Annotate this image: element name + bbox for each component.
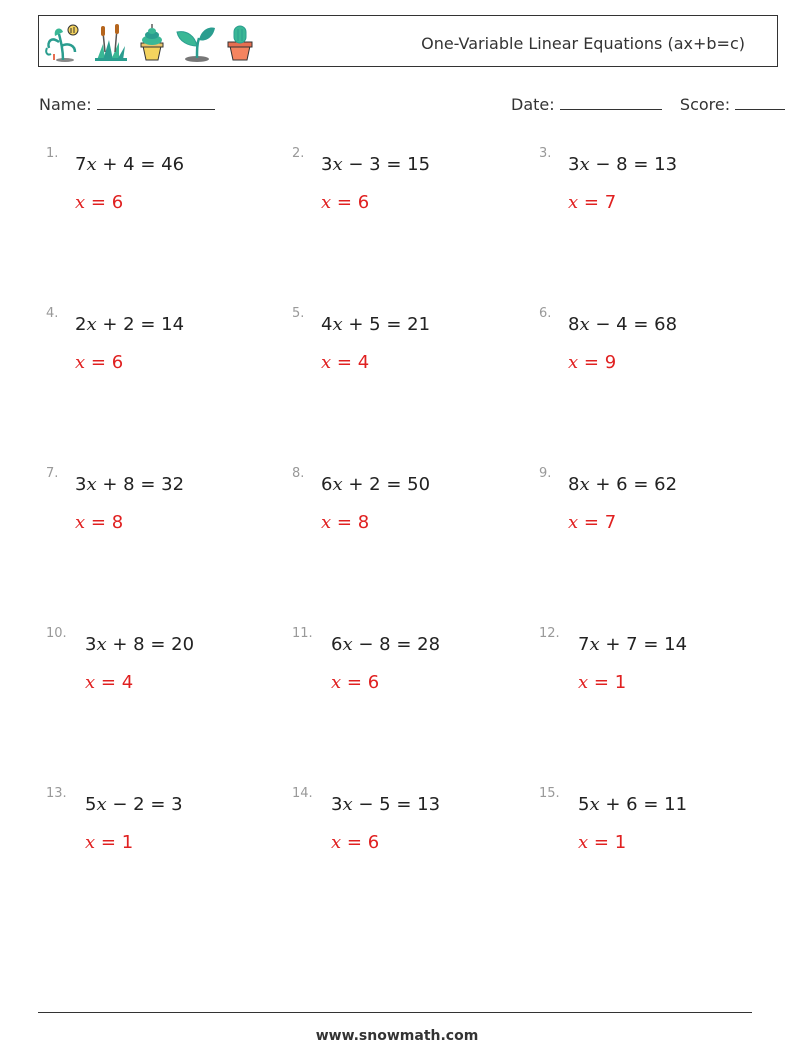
worksheet-title: One-Variable Linear Equations (ax+b=c) — [421, 34, 745, 53]
problem-number: 3. — [539, 146, 552, 161]
equation: 6x + 2 = 50 — [321, 474, 431, 495]
problem-number: 11. — [292, 626, 313, 641]
constant: 8 — [123, 474, 135, 495]
constant: 5 — [369, 314, 381, 335]
constant: 4 — [616, 314, 628, 335]
header-icons — [43, 22, 255, 62]
problem-11 — [292, 626, 532, 706]
constant: 2 — [123, 314, 135, 335]
variable: x — [579, 474, 590, 495]
operator: − — [595, 314, 611, 335]
constant: 2 — [133, 794, 145, 815]
coefficient: 8 — [568, 474, 580, 495]
coefficient: 6 — [321, 474, 333, 495]
coefficient: 4 — [321, 314, 333, 335]
operator: + — [112, 634, 128, 655]
variable: x — [331, 672, 342, 693]
header-box — [38, 15, 778, 67]
answer: x = 4 — [85, 672, 134, 693]
answer-value: 7 — [604, 192, 617, 213]
constant: 7 — [626, 634, 638, 655]
problem-number: 5. — [292, 306, 305, 321]
equation: 6x − 8 = 28 — [331, 634, 441, 655]
answer-value: 6 — [111, 352, 124, 373]
problem-number: 7. — [46, 466, 59, 481]
operator: − — [348, 154, 364, 175]
problem-number: 15. — [539, 786, 560, 801]
coefficient: 7 — [75, 154, 87, 175]
problem-number: 12. — [539, 626, 560, 641]
variable: x — [568, 352, 579, 373]
coefficient: 3 — [331, 794, 343, 815]
problem-number: 6. — [539, 306, 552, 321]
coefficient: 5 — [578, 794, 590, 815]
constant: 8 — [379, 634, 391, 655]
constant: 6 — [616, 474, 628, 495]
cattail-reeds-icon — [93, 22, 129, 62]
variable: x — [86, 474, 97, 495]
constant: 8 — [133, 634, 145, 655]
coefficient: 3 — [321, 154, 333, 175]
equation: 3x − 3 = 15 — [321, 154, 431, 175]
answer-value: 6 — [111, 192, 124, 213]
result: 3 — [171, 794, 183, 815]
problem-number: 14. — [292, 786, 313, 801]
date-label: Date: — [511, 95, 555, 114]
sprout-icon — [175, 22, 217, 62]
problem-6 — [539, 306, 779, 386]
variable: x — [589, 794, 600, 815]
footer-url: www.snowmath.com — [315, 1028, 479, 1044]
answer-value: 8 — [357, 512, 370, 533]
answer: x = 8 — [321, 512, 370, 533]
variable: x — [321, 352, 332, 373]
result: 21 — [407, 314, 431, 335]
problem-number: 1. — [46, 146, 59, 161]
constant: 4 — [123, 154, 135, 175]
plant-with-bee-icon — [43, 22, 85, 62]
equation: 4x + 5 = 21 — [321, 314, 431, 335]
operator: − — [112, 794, 128, 815]
constant: 2 — [369, 474, 381, 495]
answer: x = 7 — [568, 192, 617, 213]
variable: x — [75, 192, 86, 213]
problem-9 — [539, 466, 779, 546]
answer: x = 6 — [331, 672, 380, 693]
variable: x — [332, 154, 343, 175]
result: 14 — [161, 314, 185, 335]
problem-number: 13. — [46, 786, 67, 801]
result: 13 — [654, 154, 678, 175]
equation: 3x + 8 = 32 — [75, 474, 185, 495]
answer-value: 1 — [614, 672, 627, 693]
operator: + — [348, 314, 364, 335]
problem-12 — [539, 626, 779, 706]
answer: x = 6 — [331, 832, 380, 853]
date-blank[interactable] — [560, 93, 662, 110]
operator: + — [348, 474, 364, 495]
equation: 8x − 4 = 68 — [568, 314, 678, 335]
equation: 7x + 4 = 46 — [75, 154, 185, 175]
answer: x = 6 — [75, 192, 124, 213]
problem-10 — [46, 626, 286, 706]
answer: x = 6 — [321, 192, 370, 213]
answer: x = 8 — [75, 512, 124, 533]
result: 13 — [417, 794, 441, 815]
result: 32 — [161, 474, 185, 495]
variable: x — [96, 634, 107, 655]
coefficient: 3 — [85, 634, 97, 655]
answer-value: 4 — [357, 352, 370, 373]
answer: x = 1 — [85, 832, 134, 853]
coefficient: 8 — [568, 314, 580, 335]
equation: 7x + 7 = 14 — [578, 634, 688, 655]
date-score-fields — [511, 93, 785, 114]
equation: 3x − 8 = 13 — [568, 154, 678, 175]
variable: x — [321, 512, 332, 533]
answer-value: 9 — [604, 352, 617, 373]
problem-8 — [292, 466, 532, 546]
answer-value: 4 — [121, 672, 134, 693]
variable: x — [579, 154, 590, 175]
variable: x — [578, 832, 589, 853]
variable: x — [85, 672, 96, 693]
variable: x — [75, 352, 86, 373]
variable: x — [75, 512, 86, 533]
constant: 3 — [369, 154, 381, 175]
answer-value: 7 — [604, 512, 617, 533]
problem-5 — [292, 306, 532, 386]
result: 46 — [161, 154, 185, 175]
answer-value: 6 — [357, 192, 370, 213]
operator: − — [358, 634, 374, 655]
coefficient: 3 — [75, 474, 87, 495]
answer: x = 6 — [75, 352, 124, 373]
score-label: Score: — [679, 95, 731, 114]
variable: x — [86, 314, 97, 335]
answer-value: 6 — [367, 832, 380, 853]
result: 68 — [654, 314, 678, 335]
equation: 8x + 6 = 62 — [568, 474, 678, 495]
result: 50 — [407, 474, 431, 495]
problem-4 — [46, 306, 286, 386]
variable: x — [86, 154, 97, 175]
answer-value: 1 — [121, 832, 134, 853]
constant: 8 — [616, 154, 628, 175]
answer: x = 4 — [321, 352, 370, 373]
answer: x = 9 — [568, 352, 617, 373]
result: 62 — [654, 474, 678, 495]
constant: 5 — [379, 794, 391, 815]
problem-1 — [46, 146, 286, 226]
equation: 3x + 8 = 20 — [85, 634, 195, 655]
problem-number: 8. — [292, 466, 305, 481]
potted-cactus-icon — [225, 22, 255, 62]
name-field — [39, 93, 215, 114]
footer-divider — [38, 1012, 752, 1013]
operator: − — [595, 154, 611, 175]
answer-value: 1 — [614, 832, 627, 853]
variable: x — [96, 794, 107, 815]
variable: x — [332, 474, 343, 495]
problem-2 — [292, 146, 532, 226]
variable: x — [332, 314, 343, 335]
coefficient: 7 — [578, 634, 590, 655]
variable: x — [579, 314, 590, 335]
constant: 6 — [626, 794, 638, 815]
answer: x = 1 — [578, 832, 627, 853]
variable: x — [578, 672, 589, 693]
variable: x — [568, 192, 579, 213]
operator: + — [595, 474, 611, 495]
problem-15 — [539, 786, 779, 866]
answer: x = 7 — [568, 512, 617, 533]
score-blank[interactable] — [735, 93, 785, 110]
variable: x — [589, 634, 600, 655]
answer-value: 6 — [367, 672, 380, 693]
equation: 5x + 6 = 11 — [578, 794, 688, 815]
problem-number: 10. — [46, 626, 67, 641]
potted-succulent-icon — [137, 22, 167, 62]
variable: x — [321, 192, 332, 213]
name-label: Name: — [39, 95, 92, 114]
result: 11 — [664, 794, 688, 815]
operator: + — [102, 474, 118, 495]
problem-3 — [539, 146, 779, 226]
problem-number: 9. — [539, 466, 552, 481]
operator: − — [358, 794, 374, 815]
operator: + — [605, 794, 621, 815]
name-blank[interactable] — [97, 93, 215, 110]
answer-value: 8 — [111, 512, 124, 533]
problem-number: 4. — [46, 306, 59, 321]
variable: x — [342, 794, 353, 815]
problem-13 — [46, 786, 286, 866]
answer: x = 1 — [578, 672, 627, 693]
result: 20 — [171, 634, 195, 655]
problem-14 — [292, 786, 532, 866]
operator: + — [605, 634, 621, 655]
result: 14 — [664, 634, 688, 655]
variable: x — [568, 512, 579, 533]
problem-7 — [46, 466, 286, 546]
equation: 5x − 2 = 3 — [85, 794, 183, 815]
coefficient: 2 — [75, 314, 87, 335]
variable: x — [331, 832, 342, 853]
result: 15 — [407, 154, 431, 175]
coefficient: 5 — [85, 794, 97, 815]
result: 28 — [417, 634, 441, 655]
coefficient: 3 — [568, 154, 580, 175]
operator: + — [102, 154, 118, 175]
operator: + — [102, 314, 118, 335]
variable: x — [342, 634, 353, 655]
equation: 2x + 2 = 14 — [75, 314, 185, 335]
variable: x — [85, 832, 96, 853]
coefficient: 6 — [331, 634, 343, 655]
problem-number: 2. — [292, 146, 305, 161]
equation: 3x − 5 = 13 — [331, 794, 441, 815]
